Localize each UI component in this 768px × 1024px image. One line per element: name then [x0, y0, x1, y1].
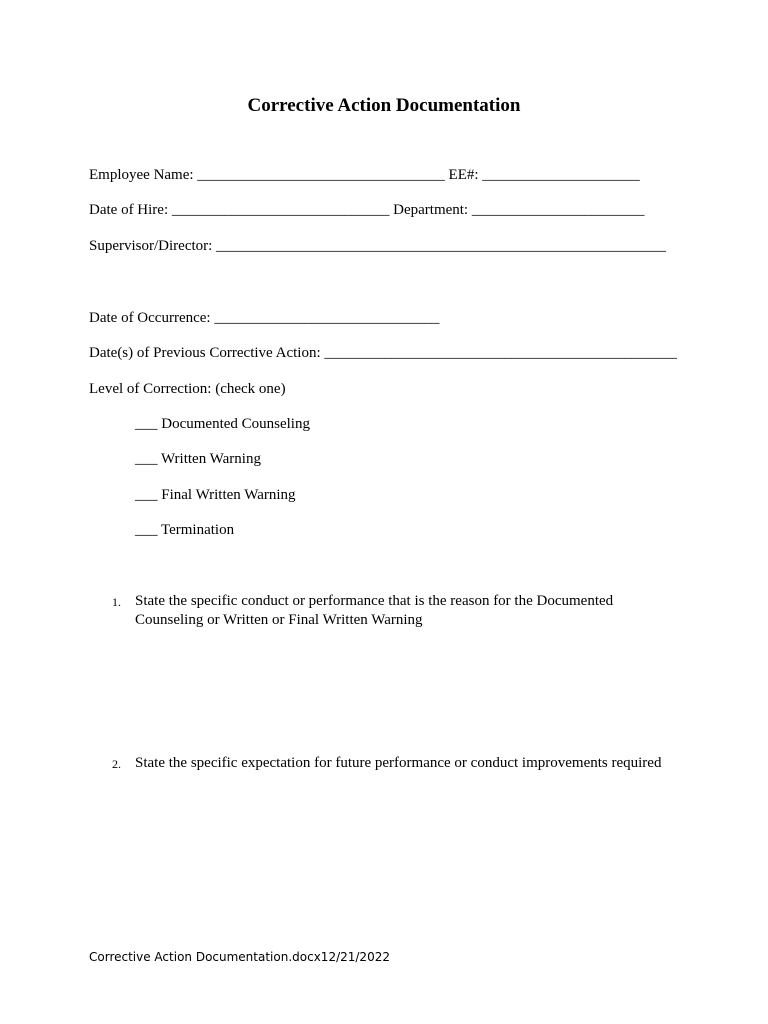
option-final-written-warning: ___ Final Written Warning — [135, 487, 296, 503]
supervisor-field: Supervisor/Director: ____________________________________________________________ — [89, 238, 667, 254]
date-of-occurrence-field: Date of Occurrence: ______________________________ — [89, 310, 440, 326]
previous-action-field: Date(s) of Previous Corrective Action: _______________________________________________ — [89, 345, 677, 361]
option-termination: ___ Termination — [135, 522, 235, 538]
employee-name-field: Employee Name: _________________________________ EE#: _____________________ — [89, 167, 640, 183]
level-of-correction-label: Level of Correction: (check one) — [89, 381, 286, 397]
list-item-number: 1. — [112, 595, 121, 609]
list-item-text: State the specific expectation for future performance or conduct improvements required — [135, 755, 662, 771]
option-documented-counseling: ___ Documented Counseling — [135, 416, 310, 432]
list-item-number: 2. — [112, 757, 121, 771]
date-of-hire-field: Date of Hire: _____________________________ Department: _______________________ — [89, 202, 645, 218]
page-title: Corrective Action Documentation — [247, 95, 521, 116]
list-item-text: State the specific conduct or performance that is the reason for the Documented Counseling or Written or Final Written Warning — [135, 593, 614, 628]
option-written-warning: ___ Written Warning — [135, 451, 261, 467]
page-footer: Corrective Action Documentation.docx12/21/2022 — [89, 950, 390, 964]
